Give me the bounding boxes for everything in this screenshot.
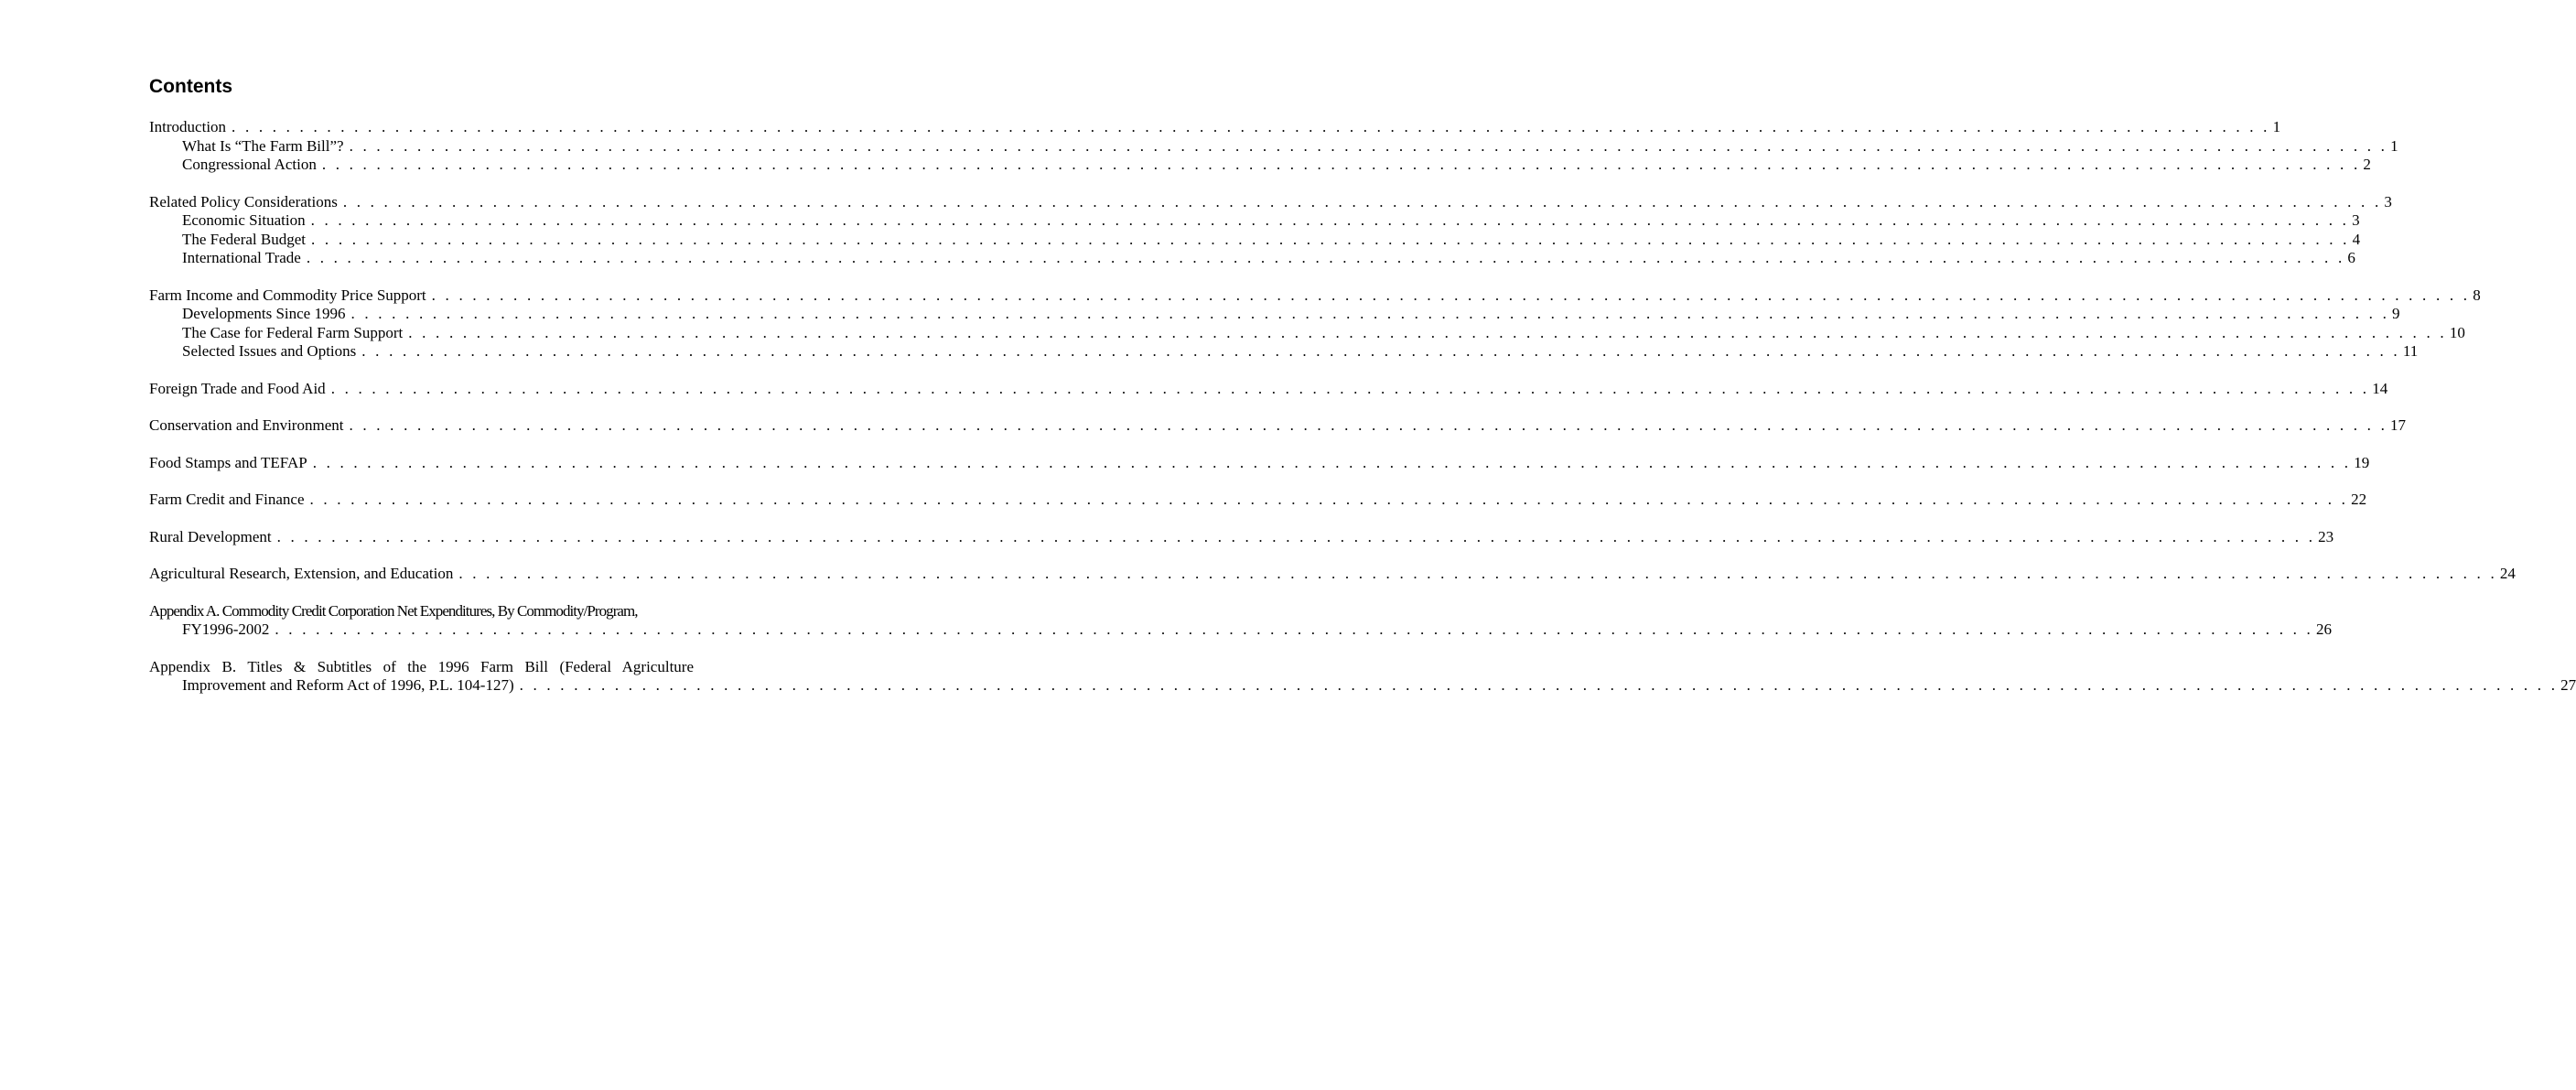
toc-entry-label: International Trade bbox=[182, 249, 301, 266]
toc-entry-label: Conservation and Environment bbox=[149, 416, 344, 434]
toc-entry[interactable] bbox=[149, 118, 2281, 137]
dot-leader: . . . . . . . . . . . . . . . . . . . . . . . . . . . . . . . . . . . . . . . . . . . . . . . . . . . . . . . . . . . . . . . . . . . . . . . . . . . . . . . . . . . . . . . . . . . . . . . . . . . . . . . . . . . . . . . . . . . . . . . . . . . . . . . . . . . . . . . . . . . . . . . . . . . . . . bbox=[275, 621, 2313, 638]
toc-entry[interactable] bbox=[149, 286, 2481, 306]
toc-entry[interactable] bbox=[149, 379, 2388, 399]
toc-page-number: 3 bbox=[2352, 211, 2360, 229]
dot-leader: . . . . . . . . . . . . . . . . . . . . . . . . . . . . . . . . . . . . . . . . . . . . . . . . . . . . . . . . . . . . . . . . . . . . . . . . . . . . . . . . . . . . . . . . . . . . . . . . . . . . . . . . . . . . . . . . . . . . . . . . . . . . . . . . . . . . . . . . . . . . . . . . . . . . . . bbox=[519, 676, 2559, 694]
toc-subentry[interactable] bbox=[149, 621, 2332, 640]
toc-page-number: 2 bbox=[2363, 156, 2371, 173]
dot-leader: . . . . . . . . . . . . . . . . . . . . . . . . . . . . . . . . . . . . . . . . . . . . . . . . . . . . . . . . . . . . . . . . . . . . . . . . . . . . . . . . . . . . . . . . . . . . . . . . . . . . . . . . . . . . . . . . . . . . . . . . . . . . . . . . . . . . . . . . . . . . . . . . . . . . . . bbox=[321, 156, 2361, 173]
page-title: Contents bbox=[149, 76, 232, 97]
toc-section bbox=[149, 379, 2388, 399]
toc-section bbox=[149, 491, 2367, 510]
toc-page-number: 23 bbox=[2318, 527, 2334, 545]
toc-entry-label: Agricultural Research, Extension, and Education bbox=[149, 565, 454, 582]
toc-subentry[interactable] bbox=[149, 323, 2465, 343]
toc-subentry[interactable] bbox=[149, 305, 2400, 324]
toc-entry-label: FY1996-2002 bbox=[182, 621, 270, 638]
toc-entry-label: Farm Credit and Finance bbox=[149, 491, 305, 508]
toc-appendix[interactable] bbox=[149, 657, 2576, 696]
toc-entry-label: Congressional Action bbox=[182, 156, 317, 173]
toc-subentry[interactable] bbox=[149, 136, 2398, 156]
dot-leader: . . . . . . . . . . . . . . . . . . . . . . . . . . . . . . . . . . . . . . . . . . . . . . . . . . . . . . . . . . . . . . . . . . . . . . . . . . . . . . . . . . . . . . . . . . . . . . . . . . . . . . . . . . . . . . . . . . . . . . . . . . . . . . . . . . . . . . . . . . . . . . . . . . . . . . bbox=[312, 453, 2352, 471]
toc-subentry[interactable] bbox=[149, 342, 2419, 362]
dot-leader: . . . . . . . . . . . . . . . . . . . . . . . . . . . . . . . . . . . . . . . . . . . . . . . . . . . . . . . . . . . . . . . . . . . . . . . . . . . . . . . . . . . . . . . . . . . . . . . . . . . . . . . . . . . . . . . . . . . . . . . . . . . . . . . . . . . . . . . . . . . . . . . . . . . . . . bbox=[349, 416, 2388, 434]
toc-subentry[interactable] bbox=[149, 676, 2576, 696]
dot-leader: . . . . . . . . . . . . . . . . . . . . . . . . . . . . . . . . . . . . . . . . . . . . . . . . . . . . . . . . . . . . . . . . . . . . . . . . . . . . . . . . . . . . . . . . . . . . . . . . . . . . . . . . . . . . . . . . . . . . . . . . . . . . . . . . . . . . . . . . . . . . . . . . . . . . . . bbox=[310, 211, 2350, 229]
toc-page-number: 8 bbox=[2473, 286, 2481, 304]
toc-list bbox=[149, 118, 2576, 696]
toc-entry-label: Selected Issues and Options bbox=[182, 342, 357, 360]
toc-entry[interactable] bbox=[149, 453, 2370, 473]
toc-entry-label: Food Stamps and TEFAP bbox=[149, 453, 307, 471]
toc-page-number: 14 bbox=[2372, 379, 2388, 397]
toc-section bbox=[149, 118, 2398, 175]
toc-section bbox=[149, 192, 2392, 268]
dot-leader: . . . . . . . . . . . . . . . . . . . . . . . . . . . . . . . . . . . . . . . . . . . . . . . . . . . . . . . . . . . . . . . . . . . . . . . . . . . . . . . . . . . . . . . . . . . . . . . . . . . . . . . . . . . . . . . . . . . . . . . . . . . . . . . . . . . . . . . . . . . . . . . . . . . . . . bbox=[306, 249, 2345, 266]
toc-entry[interactable] bbox=[149, 527, 2334, 547]
toc-page-number: 26 bbox=[2315, 621, 2332, 638]
toc-section bbox=[149, 453, 2370, 473]
toc-page-number: 27 bbox=[2560, 676, 2576, 694]
table-of-contents bbox=[149, 75, 2576, 714]
dot-leader: . . . . . . . . . . . . . . . . . . . . . . . . . . . . . . . . . . . . . . . . . . . . . . . . . . . . . . . . . . . . . . . . . . . . . . . . . . . . . . . . . . . . . . . . . . . . . . . . . . . . . . . . . . . . . . . . . . . . . . . . . . . . . . . . . . . . . . . . . . . . . . . . . . . . . . bbox=[276, 527, 2316, 545]
dot-leader: . . . . . . . . . . . . . . . . . . . . . . . . . . . . . . . . . . . . . . . . . . . . . . . . . . . . . . . . . . . . . . . . . . . . . . . . . . . . . . . . . . . . . . . . . . . . . . . . . . . . . . . . . . . . . . . . . . . . . . . . . . . . . . . . . . . . . . . . . . . . . . . . . . . . . . bbox=[350, 305, 2390, 322]
toc-entry-label: Farm Income and Commodity Price Support bbox=[149, 286, 426, 304]
dot-leader: . . . . . . . . . . . . . . . . . . . . . . . . . . . . . . . . . . . . . . . . . . . . . . . . . . . . . . . . . . . . . . . . . . . . . . . . . . . . . . . . . . . . . . . . . . . . . . . . . . . . . . . . . . . . . . . . . . . . . . . . . . . . . . . . . . . . . . . . . . . . . . . . . . . . . . bbox=[458, 565, 2497, 582]
dot-leader: . . . . . . . . . . . . . . . . . . . . . . . . . . . . . . . . . . . . . . . . . . . . . . . . . . . . . . . . . . . . . . . . . . . . . . . . . . . . . . . . . . . . . . . . . . . . . . . . . . . . . . . . . . . . . . . . . . . . . . . . . . . . . . . . . . . . . . . . . . . . . . . . . . . . . . bbox=[361, 342, 2400, 360]
dot-leader: . . . . . . . . . . . . . . . . . . . . . . . . . . . . . . . . . . . . . . . . . . . . . . . . . . . . . . . . . . . . . . . . . . . . . . . . . . . . . . . . . . . . . . . . . . . . . . . . . . . . . . . . . . . . . . . . . . . . . . . . . . . . . . . . . . . . . . . . . . . . . . . . . . . . . . bbox=[408, 323, 2447, 341]
toc-entry-label: The Federal Budget bbox=[182, 230, 307, 248]
appendix-title-line: Appendix A. Commodity Credit Corporation Net Expenditures, By Commodity/Program, bbox=[149, 601, 638, 620]
toc-page-number: 1 bbox=[2272, 118, 2281, 135]
dot-leader: . . . . . . . . . . . . . . . . . . . . . . . . . . . . . . . . . . . . . . . . . . . . . . . . . . . . . . . . . . . . . . . . . . . . . . . . . . . . . . . . . . . . . . . . . . . . . . . . . . . . . . . . . . . . . . . . . . . . . . . . . . . . . . . . . . . . . . . . . . . . . . . . . . . . . . bbox=[349, 136, 2388, 155]
toc-entry-label: Rural Development bbox=[149, 527, 272, 545]
toc-entry[interactable] bbox=[149, 491, 2367, 510]
toc-entry-label: What Is “The Farm Bill”? bbox=[182, 136, 344, 155]
toc-entry[interactable] bbox=[149, 416, 2407, 436]
toc-page-number: 3 bbox=[2384, 192, 2392, 210]
toc-subentry[interactable] bbox=[149, 211, 2360, 231]
toc-entry-label: The Case for Federal Farm Support bbox=[182, 323, 404, 341]
dot-leader: . . . . . . . . . . . . . . . . . . . . . . . . . . . . . . . . . . . . . . . . . . . . . . . . . . . . . . . . . . . . . . . . . . . . . . . . . . . . . . . . . . . . . . . . . . . . . . . . . . . . . . . . . . . . . . . . . . . . . . . . . . . . . . . . . . . . . . . . . . . . . . . . . . . . . . bbox=[330, 379, 2370, 397]
toc-page-number: 22 bbox=[2351, 491, 2367, 508]
toc-entry-label: Developments Since 1996 bbox=[182, 305, 346, 322]
dot-leader: . . . . . . . . . . . . . . . . . . . . . . . . . . . . . . . . . . . . . . . . . . . . . . . . . . . . . . . . . . . . . . . . . . . . . . . . . . . . . . . . . . . . . . . . . . . . . . . . . . . . . . . . . . . . . . . . . . . . . . . . . . . . . . . . . . . . . . . . . . . . . . . . . . . . . . bbox=[232, 118, 2270, 135]
dot-leader: . . . . . . . . . . . . . . . . . . . . . . . . . . . . . . . . . . . . . . . . . . . . . . . . . . . . . . . . . . . . . . . . . . . . . . . . . . . . . . . . . . . . . . . . . . . . . . . . . . . . . . . . . . . . . . . . . . . . . . . . . . . . . . . . . . . . . . . . . . . . . . . . . . . . . . bbox=[309, 491, 2349, 508]
toc-page-number: 9 bbox=[2392, 305, 2400, 322]
toc-page-number: 4 bbox=[2352, 230, 2361, 248]
toc-page-number: 10 bbox=[2449, 323, 2465, 341]
toc-page-number: 17 bbox=[2390, 416, 2407, 434]
toc-entry-label: Related Policy Considerations bbox=[149, 192, 338, 210]
toc-section bbox=[149, 416, 2407, 436]
appendix-title-line: Appendix B. Titles & Subtitles of the 1996 Farm Bill (Federal Agriculture bbox=[149, 657, 694, 675]
toc-entry-label: Economic Situation bbox=[182, 211, 306, 229]
toc-page-number: 11 bbox=[2402, 342, 2419, 360]
toc-entry-label: Introduction bbox=[149, 118, 227, 135]
toc-page-number: 1 bbox=[2390, 136, 2398, 155]
toc-section bbox=[149, 565, 2516, 584]
toc-subentry[interactable] bbox=[149, 230, 2361, 250]
toc-section bbox=[149, 286, 2481, 362]
dot-leader: . . . . . . . . . . . . . . . . . . . . . . . . . . . . . . . . . . . . . . . . . . . . . . . . . . . . . . . . . . . . . . . . . . . . . . . . . . . . . . . . . . . . . . . . . . . . . . . . . . . . . . . . . . . . . . . . . . . . . . . . . . . . . . . . . . . . . . . . . . . . . . . . . . . . . . bbox=[431, 286, 2471, 304]
toc-appendix[interactable] bbox=[149, 601, 2332, 640]
toc-entry[interactable] bbox=[149, 192, 2392, 212]
toc-section bbox=[149, 527, 2334, 547]
toc-page-number: 24 bbox=[2499, 565, 2516, 582]
dot-leader: . . . . . . . . . . . . . . . . . . . . . . . . . . . . . . . . . . . . . . . . . . . . . . . . . . . . . . . . . . . . . . . . . . . . . . . . . . . . . . . . . . . . . . . . . . . . . . . . . . . . . . . . . . . . . . . . . . . . . . . . . . . . . . . . . . . . . . . . . . . . . . . . . . . . . . bbox=[342, 192, 2382, 210]
toc-page-number: 6 bbox=[2347, 249, 2355, 266]
toc-entry[interactable] bbox=[149, 565, 2516, 584]
dot-leader: . . . . . . . . . . . . . . . . . . . . . . . . . . . . . . . . . . . . . . . . . . . . . . . . . . . . . . . . . . . . . . . . . . . . . . . . . . . . . . . . . . . . . . . . . . . . . . . . . . . . . . . . . . . . . . . . . . . . . . . . . . . . . . . . . . . . . . . . . . . . . . . . . . . . . . bbox=[311, 230, 2350, 248]
toc-entry-label: Foreign Trade and Food Aid bbox=[149, 379, 326, 397]
toc-entry-label: Improvement and Reform Act of 1996, P.L. 104-127) bbox=[182, 676, 514, 694]
toc-subentry[interactable] bbox=[149, 249, 2355, 268]
toc-page-number: 19 bbox=[2354, 453, 2370, 471]
toc-subentry[interactable] bbox=[149, 156, 2371, 175]
